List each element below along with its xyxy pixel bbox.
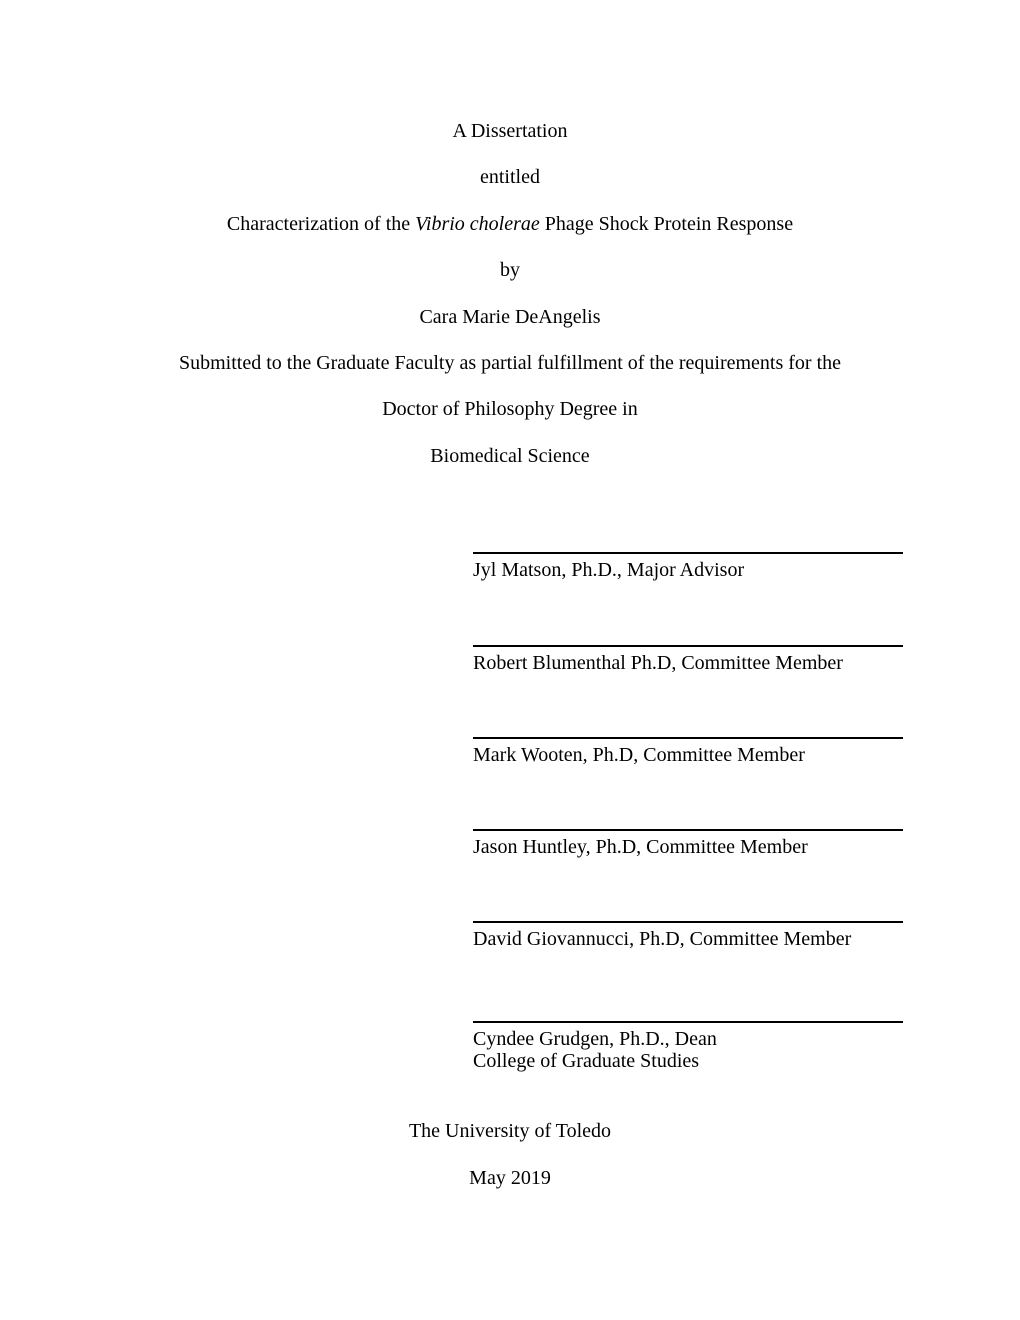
institution-name: The University of Toledo <box>408 1120 612 1142</box>
program-line: Biomedical Science <box>430 444 590 467</box>
signature-block-committee-member-4 <box>473 921 903 950</box>
degree-line: Doctor of Philosophy Degree in <box>382 398 638 421</box>
by-line: by <box>500 259 520 282</box>
publication-date: May 2019 <box>469 1166 551 1189</box>
signature-label: Jason Huntley, Ph.D, Committee Member <box>473 836 808 858</box>
front-matter <box>0 108 1020 479</box>
signature-label: Robert Blumenthal Ph.D, Committee Member <box>473 652 843 674</box>
title-prefix: Characterization of the <box>226 212 416 235</box>
author-name: Cara Marie DeAngelis <box>419 305 601 328</box>
signature-block-major-advisor <box>473 552 903 581</box>
signature-label: Jyl Matson, Ph.D., Major Advisor <box>473 559 745 581</box>
signature-block-committee-member-3 <box>473 829 903 858</box>
doc-type-line: A Dissertation <box>452 120 568 142</box>
signature-block-dean <box>473 1021 903 1072</box>
signature-block-committee-member-2 <box>473 737 903 766</box>
entitled-line: entitled <box>480 166 540 189</box>
signature-label: David Giovannucci, Ph.D, Committee Member <box>473 928 852 950</box>
signature-block-committee-member-1 <box>473 645 903 674</box>
title-suffix: Phage Shock Protein Response <box>539 212 794 235</box>
title-species-italic: Vibrio cholerae <box>415 212 540 235</box>
footer-block <box>0 1108 1020 1201</box>
signature-label: Cyndee Grudgen, Ph.D., Dean <box>473 1028 717 1050</box>
dissertation-title <box>0 201 1020 247</box>
signature-label: Mark Wooten, Ph.D, Committee Member <box>473 744 805 766</box>
signature-label-line2: College of Graduate Studies <box>473 1050 700 1072</box>
submission-statement: Submitted to the Graduate Faculty as partial fulfillment of the requirements for the <box>178 351 842 374</box>
